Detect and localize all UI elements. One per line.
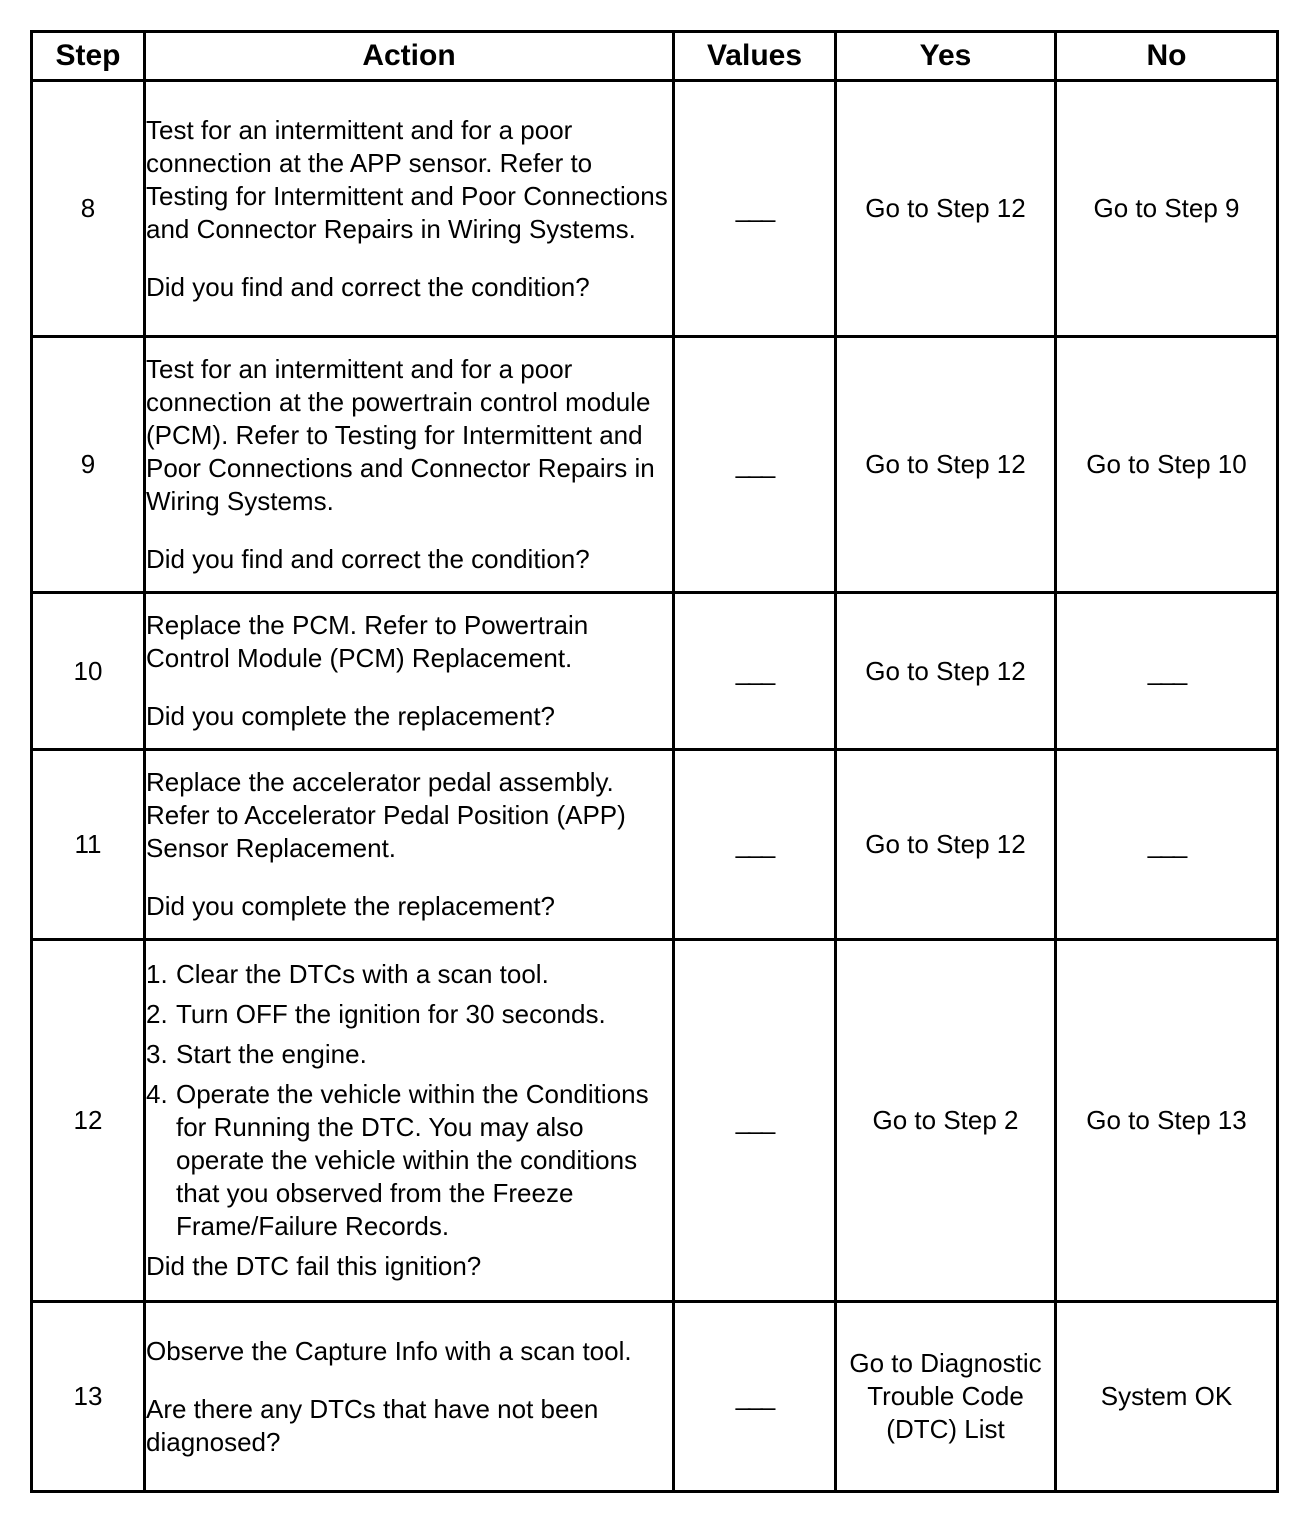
substep-text: Clear the DTCs with a scan tool. (176, 959, 549, 989)
substep-item (146, 1038, 672, 1071)
substep-number: 4. (146, 1079, 168, 1109)
values-cell (674, 337, 836, 593)
action-question: Did you find and correct the condition? (146, 271, 590, 302)
table-row (32, 1302, 1278, 1492)
substep-item (146, 958, 672, 991)
step-number: 13 (32, 1302, 145, 1492)
table-row (32, 337, 1278, 593)
values-dash: ___ (735, 1381, 774, 1411)
values-cell (674, 81, 836, 337)
substep-text: Turn OFF the ignition for 30 seconds. (176, 999, 606, 1029)
step-number: 9 (32, 337, 145, 593)
yes-cell: Go to Step 12 (836, 337, 1056, 593)
header-row (32, 32, 1278, 81)
table-row (32, 940, 1278, 1302)
values-dash: ___ (735, 449, 774, 479)
substep-list (146, 958, 672, 1243)
no-dash: ___ (1147, 655, 1186, 686)
yes-cell: Go to Step 12 (836, 750, 1056, 940)
yes-cell: Go to Diagnostic Trouble Code (DTC) List (836, 1302, 1056, 1492)
action-cell (145, 337, 674, 593)
action-question: Did the DTC fail this ignition? (146, 1251, 482, 1281)
action-text: Test for an intermittent and for a poor connection at the APP sensor. Refer to Testing for Intermittent and Poor Connections and Connector Repairs in Wiring Systems. (146, 114, 668, 244)
no-cell: Go to Step 13 (1056, 940, 1278, 1302)
no-cell: System OK (1056, 1302, 1278, 1492)
header-values: Values (674, 32, 836, 81)
action-text: Replace the accelerator pedal assembly. Refer to Accelerator Pedal Position (APP) Sensor Replacement. (146, 767, 626, 863)
values-cell (674, 593, 836, 750)
yes-cell: Go to Step 2 (836, 940, 1056, 1302)
substep-item (146, 1078, 672, 1243)
table-row (32, 81, 1278, 337)
header-yes: Yes (836, 32, 1056, 81)
table-row (32, 750, 1278, 940)
action-cell (145, 940, 674, 1302)
header-step: Step (32, 32, 145, 81)
table-row (32, 593, 1278, 750)
action-question: Did you complete the replacement? (146, 891, 556, 921)
action-cell (145, 750, 674, 940)
values-dash: ___ (735, 193, 774, 223)
action-cell (145, 1302, 674, 1492)
action-text: Replace the PCM. Refer to Powertrain Control Module (PCM) Replacement. (146, 610, 589, 673)
diagnostic-table (30, 30, 1279, 1493)
values-dash: ___ (735, 1105, 774, 1135)
substep-number: 3. (146, 1039, 168, 1069)
action-text: Observe the Capture Info with a scan tool. (146, 1335, 632, 1366)
step-number: 8 (32, 81, 145, 337)
action-cell (145, 593, 674, 750)
action-question: Are there any DTCs that have not been diagnosed? (146, 1393, 599, 1457)
substep-number: 1. (146, 959, 168, 989)
step-number: 11 (32, 750, 145, 940)
header-action: Action (145, 32, 674, 81)
no-cell: Go to Step 9 (1056, 81, 1278, 337)
no-dash: ___ (1147, 829, 1186, 859)
action-text: Test for an intermittent and for a poor connection at the powertrain control module (PCM). Refer to Testing for Intermittent and Poor Connections and Connector Repairs in Wiring Systems. (146, 354, 655, 516)
yes-cell: Go to Step 12 (836, 81, 1056, 337)
header-no: No (1056, 32, 1278, 81)
values-cell (674, 940, 836, 1302)
no-cell: Go to Step 10 (1056, 337, 1278, 593)
action-question: Did you find and correct the condition? (146, 544, 590, 574)
values-dash: ___ (735, 655, 774, 686)
yes-cell: Go to Step 12 (836, 593, 1056, 750)
action-question: Did you complete the replacement? (146, 701, 556, 731)
action-cell (145, 81, 674, 337)
values-cell (674, 1302, 836, 1492)
values-cell (674, 750, 836, 940)
substep-text: Operate the vehicle within the Conditions for Running the DTC. You may also operate the vehicle within the conditions that you observed from the Freeze Frame/Failure Records. (176, 1079, 649, 1241)
step-number: 12 (32, 940, 145, 1302)
substep-item (146, 998, 672, 1031)
substep-number: 2. (146, 999, 168, 1029)
step-number: 10 (32, 593, 145, 750)
substep-text: Start the engine. (176, 1039, 367, 1069)
no-cell (1056, 750, 1278, 940)
no-cell (1056, 593, 1278, 750)
values-dash: ___ (735, 829, 774, 859)
